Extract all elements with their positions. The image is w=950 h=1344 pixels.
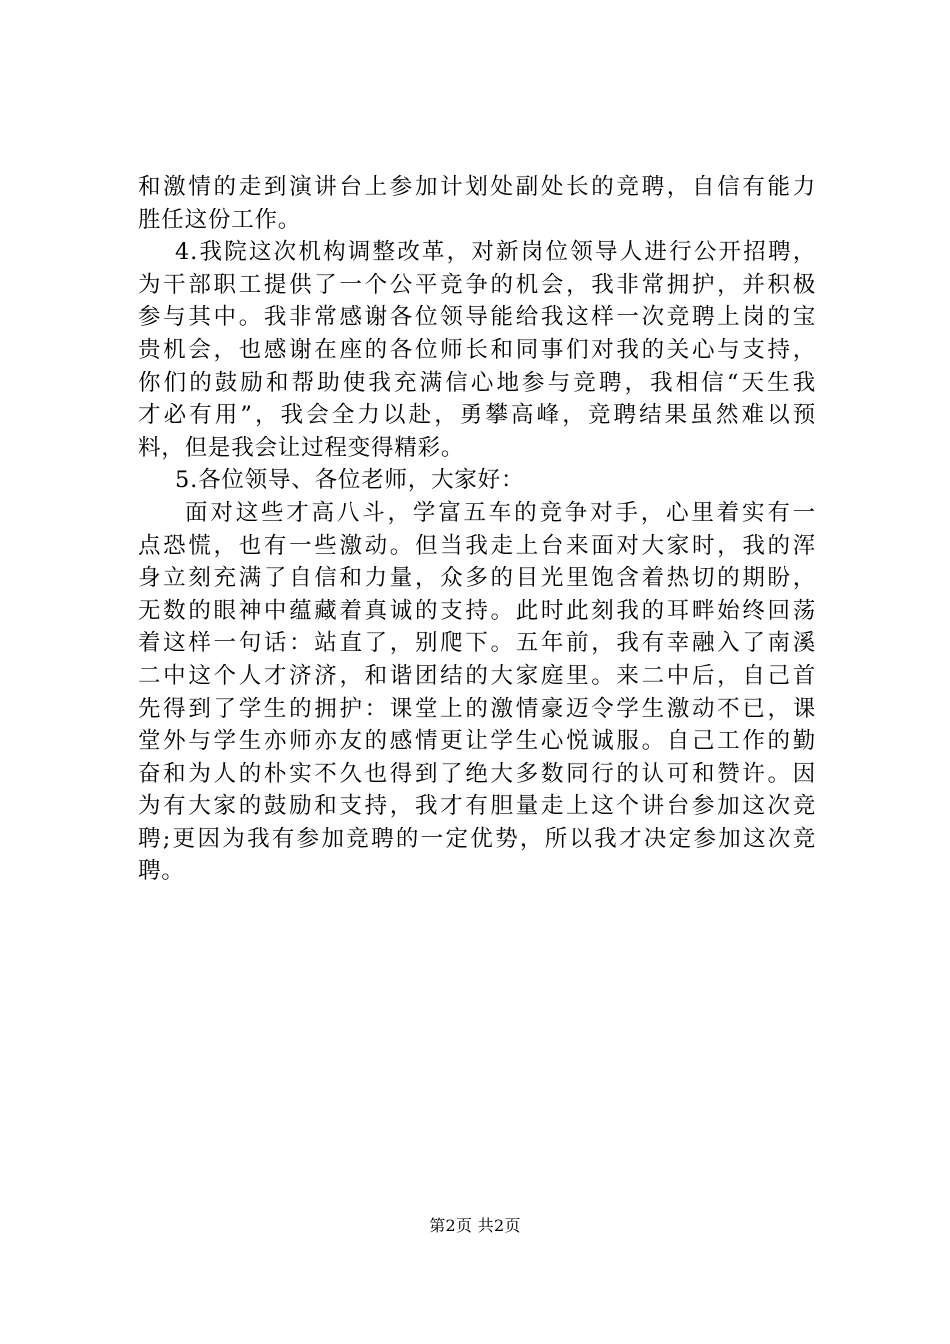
- text-line: 身立刻充满了自信和力量，众多的目光里饱含着热切的期盼，: [138, 565, 816, 592]
- text-line: 堂外与学生亦师亦友的感情更让学生心悦诚服。自己工作的勤: [138, 728, 816, 755]
- text-line: 先得到了学生的拥护：课堂上的激情豪迈令学生激动不已，课: [138, 695, 816, 722]
- text-line: 为干部职工提供了一个公平竞争的机会，我非常拥护，并积极: [138, 271, 816, 298]
- text-line: 奋和为人的朴实不久也得到了绝大多数同行的认可和赞许。因: [138, 760, 816, 787]
- text-line: 贵机会，也感谢在座的各位师长和同事们对我的关心与支持，: [138, 336, 816, 363]
- text-line: 聘;更因为我有参加竞聘的一定优势，所以我才决定参加这次竞: [138, 825, 816, 852]
- text-line: 参与其中。我非常感谢各位领导能给我这样一次竞聘上岗的宝: [138, 304, 816, 331]
- paragraph-4-heading-line: 4.我院这次机构调整改革，对新岗位领导人进行公开招聘，: [175, 239, 816, 266]
- document-body: [138, 171, 816, 888]
- text-line: 为有大家的鼓励和支持，我才有胆量走上这个讲台参加这次竞: [138, 793, 816, 820]
- text-line: 胜任这份工作。: [138, 206, 302, 233]
- text-line: 和激情的走到演讲台上参加计划处副处长的竞聘，自信有能力: [138, 174, 816, 200]
- text-line: 无数的眼神中蕴藏着真诚的支持。此时此刻我的耳畔始终回荡: [138, 597, 816, 624]
- text-line: 点恐慌，也有一些激动。但当我走上台来面对大家时，我的浑: [138, 532, 816, 559]
- paragraph-5-heading-line: 5.各位领导、各位老师，大家好：: [175, 467, 525, 494]
- text-line: 你们的鼓励和帮助使我充满信心地参与竞聘，我相信“天生我: [138, 369, 816, 396]
- page-footer: [0, 1216, 950, 1236]
- text-line: 聘。: [138, 858, 185, 885]
- text-line: 面对这些才高八斗，学富五车的竞争对手，心里着实有一: [185, 499, 816, 526]
- page-number-label: 第2页 共2页: [429, 1216, 521, 1235]
- text-line: 二中这个人才济济，和谐团结的大家庭里。来二中后，自己首: [138, 662, 816, 689]
- text-line: 着这样一句话：站直了，别爬下。五年前，我有幸融入了南溪: [138, 630, 816, 657]
- text-line: 才必有用”，我会全力以赴，勇攀高峰，竞聘结果虽然难以预: [138, 402, 816, 429]
- text-line: 料，但是我会让过程变得精彩。: [138, 434, 465, 461]
